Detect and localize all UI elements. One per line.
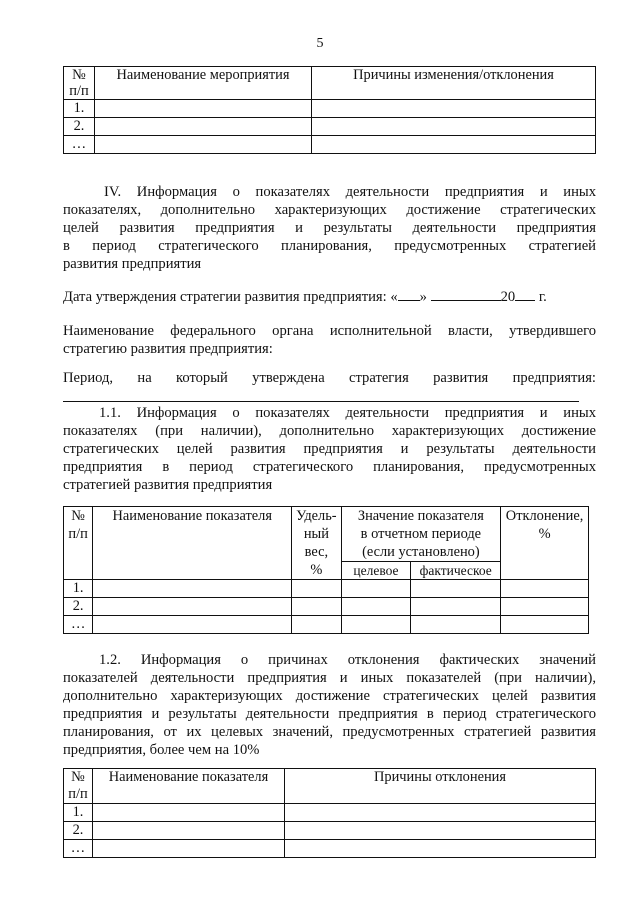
col-header-target: целевое [341, 562, 411, 580]
section-1-2-line: 1.2. Информация о причинах отклонения фактических значений [99, 652, 596, 668]
table-row [64, 822, 596, 840]
table-row [64, 118, 596, 136]
approval-date-line [63, 288, 596, 306]
cell [501, 580, 589, 598]
col-header-reasons: Причины отклонения [285, 769, 596, 804]
col-header-reasons: Причины изменения/отклонения [312, 67, 596, 100]
section-1-2-line: предприятия, более чем на 10% [63, 742, 260, 758]
table-row [64, 598, 589, 616]
page-number: 5 [316, 36, 324, 51]
quote-close: » [419, 289, 427, 305]
header-num-line: п/п [68, 526, 88, 542]
cell [285, 804, 596, 822]
table-header-row [64, 769, 596, 804]
row-num: 2. [64, 598, 93, 616]
section-1-1-paragraph [63, 404, 596, 494]
year-blank [515, 288, 535, 301]
section-4-line: показателях, дополнительно характеризующих достижение стратегических [63, 202, 596, 218]
section-1-2-paragraph [63, 651, 596, 759]
header-deviation-line: % [538, 526, 551, 542]
cell [501, 598, 589, 616]
header-num-line: № [71, 508, 85, 524]
section-1-1-line: показателях (при наличии), дополнительно характеризующих достижение [63, 423, 596, 439]
header-value-line: Значение показателя [357, 508, 484, 524]
row-num: … [64, 840, 93, 858]
col-header-num [64, 507, 93, 580]
col-header-actual: фактическое [411, 562, 501, 580]
row-num: … [64, 136, 95, 154]
indicators-table [63, 506, 589, 634]
section-1-1-line: стратегических целей развития предприятия и результаты деятельности [63, 441, 596, 457]
header-weight-line: Удель- [296, 508, 337, 524]
col-header-num [64, 67, 95, 100]
cell [341, 598, 411, 616]
row-num: 2. [64, 822, 93, 840]
cell [312, 118, 596, 136]
cell [285, 822, 596, 840]
federal-body-line: Наименование федерального органа исполнительной власти, утвердившего [63, 323, 596, 339]
header-deviation-line: Отклонение, [505, 508, 584, 524]
period-underline [63, 401, 579, 402]
table-row [64, 100, 596, 118]
row-num: 2. [64, 118, 95, 136]
table-row [64, 616, 589, 634]
section-4-heading [63, 183, 596, 273]
col-header-indicator: Наименование показателя [93, 769, 285, 804]
deviation-reasons-table [63, 768, 596, 858]
section-1-2-line: планирования, от их целевых значений, предусмотренных стратегией развития [63, 724, 596, 740]
section-1-1-line: предприятия в период стратегического планирования, предусмотренных [63, 459, 596, 475]
cell [292, 616, 341, 634]
cell [95, 118, 312, 136]
table-row [64, 136, 596, 154]
section-4-line: в период стратегического планирования, предусмотренных стратегией [63, 238, 596, 254]
section-1-2-line: дополнительно характеризующих достижение стратегических целей развития [63, 688, 596, 704]
cell [95, 100, 312, 118]
section-1-1-line: 1.1. Информация о показателях деятельности предприятия и иных [99, 405, 596, 421]
measures-table [63, 66, 596, 154]
cell [285, 840, 596, 858]
cell [411, 580, 501, 598]
col-header-deviation [501, 507, 589, 580]
year-prefix: 20 [500, 289, 516, 305]
day-blank [398, 288, 420, 301]
table-row [64, 804, 596, 822]
row-num: 1. [64, 580, 93, 598]
cell [501, 616, 589, 634]
cell [411, 598, 501, 616]
cell [411, 616, 501, 634]
cell [312, 136, 596, 154]
cell [341, 580, 411, 598]
header-value-line: (если установлено) [362, 544, 480, 560]
month-blank [431, 288, 501, 301]
col-header-indicator: Наименование показателя [93, 507, 292, 580]
federal-body-line: стратегию развития предприятия: [63, 341, 273, 357]
section-4-line: развития предприятия [63, 256, 202, 272]
cell [93, 598, 292, 616]
cell [93, 822, 285, 840]
table-header-row [64, 507, 589, 562]
row-num: 1. [64, 100, 95, 118]
approval-date-label: Дата утверждения стратегии развития предприятия: « [63, 289, 398, 305]
section-1-2-line: предприятия и результаты деятельности предприятия в период стратегического [63, 706, 596, 722]
section-4-line: IV. Информация о показателях деятельности предприятия и иных [104, 184, 596, 200]
cell [93, 616, 292, 634]
cell [93, 840, 285, 858]
cell [292, 598, 341, 616]
cell [93, 804, 285, 822]
col-header-weight [292, 507, 341, 580]
header-weight-line: ный [303, 526, 329, 542]
cell [341, 616, 411, 634]
section-1-2-line: показателей деятельности предприятия и иных показателей (при наличии), [63, 670, 596, 686]
federal-body-paragraph [63, 322, 596, 358]
row-num: 1. [64, 804, 93, 822]
table-header-row [64, 67, 596, 100]
section-1-1-line: стратегией развития предприятия [63, 477, 273, 493]
header-value-line: в отчетном периоде [360, 526, 482, 542]
header-weight-line: % [310, 562, 323, 578]
col-header-measure: Наименование мероприятия [95, 67, 312, 100]
period-line: Период, на который утверждена стратегия развития предприятия: [63, 370, 596, 386]
header-num-text: № п/п [69, 67, 89, 99]
table-row [64, 840, 596, 858]
section-4-line: целей развития предприятия и результаты деятельности предприятия [63, 220, 596, 236]
cell [312, 100, 596, 118]
col-header-num: № п/п [64, 769, 93, 804]
col-header-value [341, 507, 501, 562]
row-num: … [64, 616, 93, 634]
year-suffix: г. [538, 289, 547, 305]
cell [95, 136, 312, 154]
cell [93, 580, 292, 598]
header-weight-line: вес, [304, 544, 329, 560]
table-row [64, 580, 589, 598]
cell [292, 580, 341, 598]
